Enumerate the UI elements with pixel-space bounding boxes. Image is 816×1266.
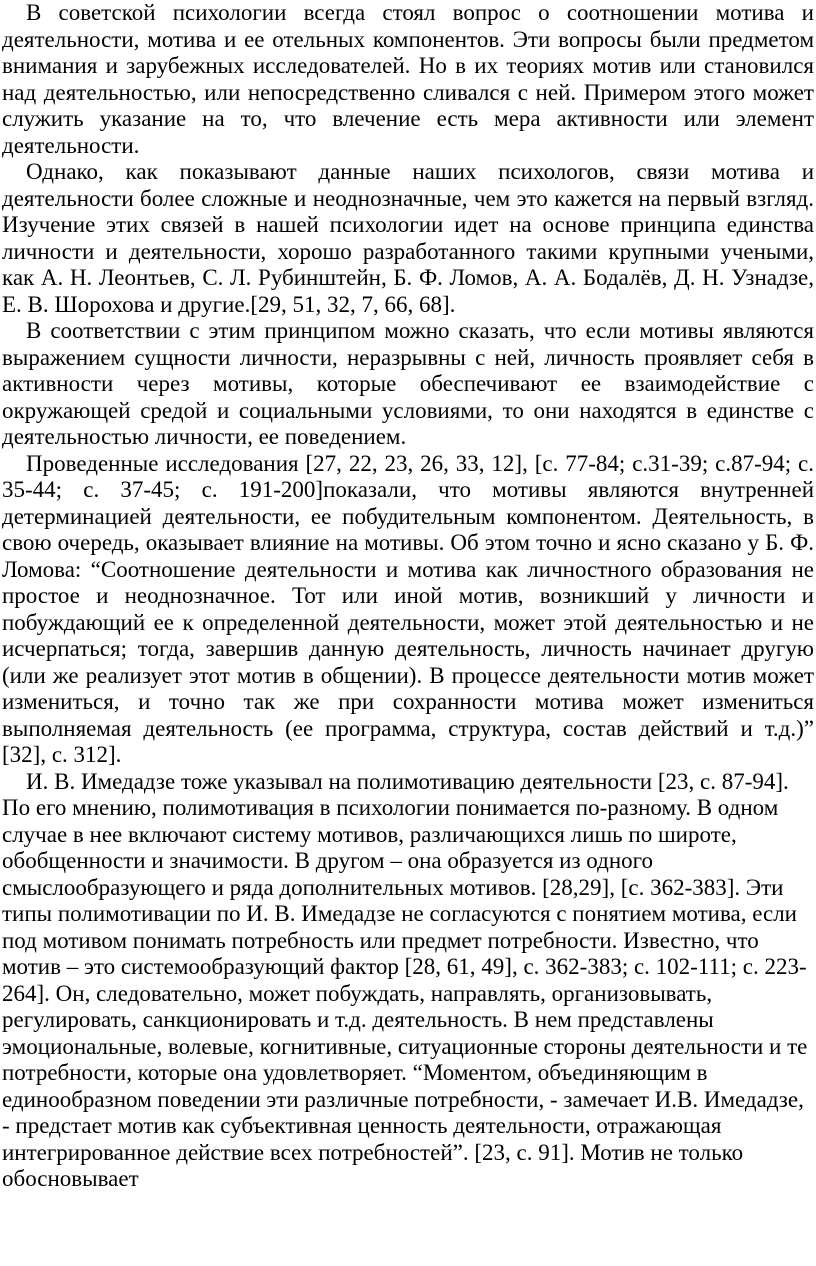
paragraph-2: Однако, как показывают данные наших психологов, связи мотива и деятельности более сложные и неоднозначные, чем это кажется на первый взгляд. Изучение этих связей в нашей психологии идет на основе принципа единства личности и деятельности, хорошо разработанного такими крупными учеными, как А. Н. Леонтьев, С. Л. Рубинштейн, Б. Ф. Ломов, А. А. Бодалёв, Д. Н. Узнадзе, Е. В. Шорохова и другие.[29, 51, 32, 7, 66, 68].: [2, 159, 814, 317]
paragraph-1: В советской психологии всегда стоял вопрос о соотношении мотива и деятельности, мотива и ее отельных компонентов. Эти вопросы были предметом внимания и зарубежных исследователей. Но в их теориях мотив или становился над деятельностью, или непосредственно сливался с ней. Примером этого может служить указание на то, что влечение есть мера активности или элемент деятельности.: [2, 0, 814, 158]
paragraph-3: В соответствии с этим принципом можно сказать, что если мотивы являются выражением сущности личности, неразрывны с ней, личность проявляет себя в активности через мотивы, которые обеспечивают ее взаимодействие с окружающей средой и социальными условиями, то они находятся в единстве с деятельностью личности, ее поведением.: [2, 318, 814, 449]
paragraph-5: И. В. Имедадзе тоже указывал на полимотивацию деятельности [23, с. 87-94]. По его мнению, полимотивация в психологии понимается по-разному. В одном случае в нее включают систему мотивов, различающихся лишь по широте, обобщенности и значимости. В другом – она образуется из одного смыслообразующего и ряда дополнительных мотивов. [28,29], [с. 362-383]. Эти типы полимотивации по И. В. Имедадзе не согласуются с понятием мотива, если под мотивом понимать потребность или предмет потребности. Известно, что мотив – это системообразующий фактор [28, 61, 49], с. 362-383; с. 102-111; с. 223-264]. Он, следовательно, может побуждать, направлять, организовывать, регулировать, санкционировать и т.д. деятельность. В нем представлены эмоциональные, волевые, когнитивные, ситуационные стороны деятельности и те потребности, которые она удовлетворяет. “Моментом, объединяющим в единообразном поведении эти различные потребности, - замечает И.В. Имедадзе, - предстает мотив как субъективная ценность деятельности, отражающая интегрированное действие всех потребностей”. [23, с. 91]. Мотив не только обосновывает: [2, 768, 808, 1191]
paragraph-4: Проведенные исследования [27, 22, 23, 26, 33, 12], [с. 77-84; с.31-39; с.87-94; с. 35-44; с. 37-45; с. 191-200]показали, что мотивы являются внутренней детерминацией деятельности, ее побудительным компонентом. Деятельность, в свою очередь, оказывает влияние на мотивы. Об этом точно и ясно сказано у Б. Ф. Ломова: “Соотношение деятельности и мотива как личностного образования не простое и неоднозначное. Тот или иной мотив, возникший у личности и побуждающий ее к определенной деятельности, может этой деятельностью и не исчерпаться; тогда, завершив данную деятельность, личность начинает другую (или же реализует этот мотив в общении). В процессе деятельности мотив может измениться, и точно так же при сохранности мотива может измениться выполняемая деятельность (ее программа, структура, состав действий и т.д.)” [32], с. 312].: [2, 450, 814, 767]
